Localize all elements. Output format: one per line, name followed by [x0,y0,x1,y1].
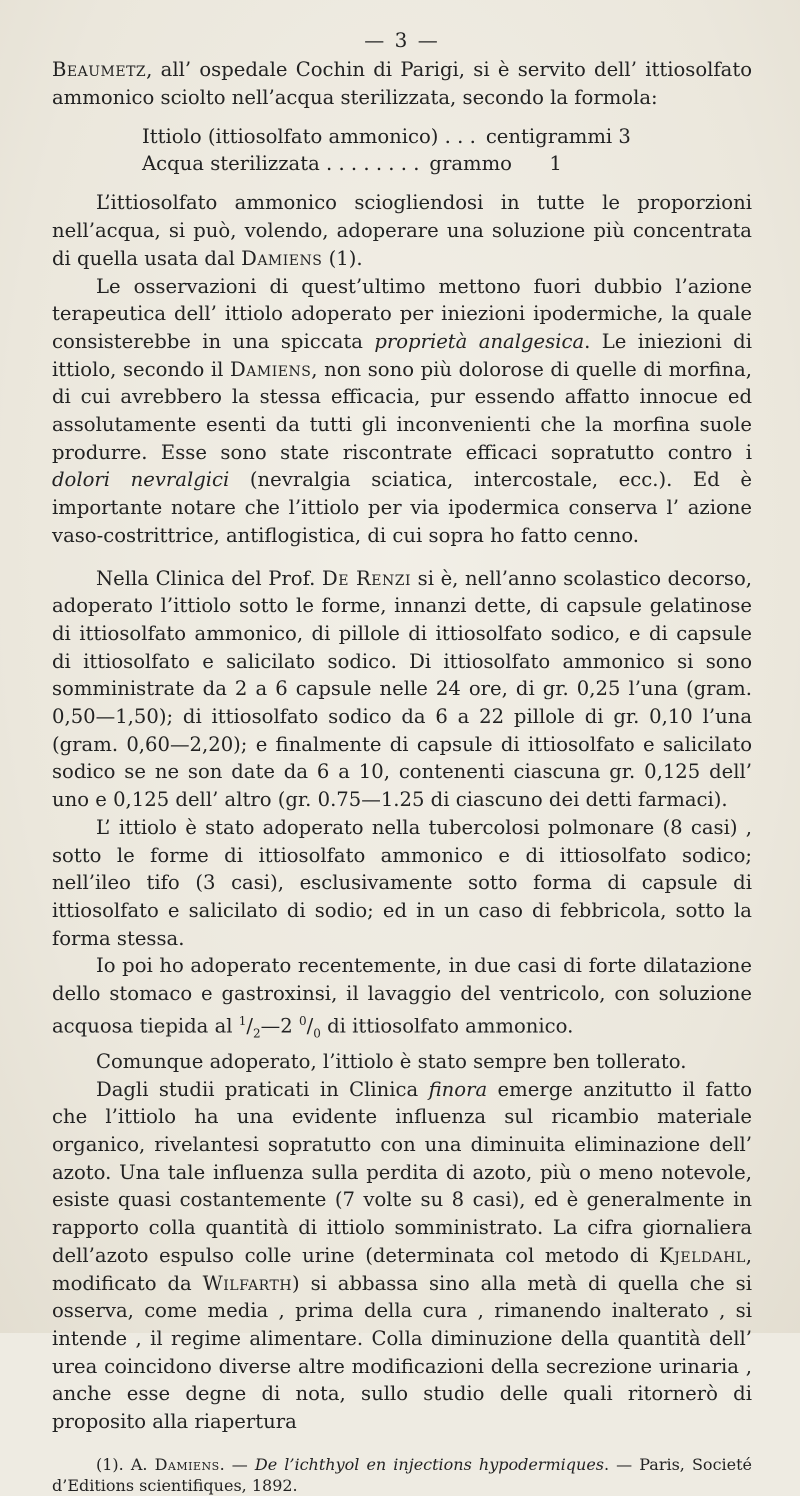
formula-row [142,123,702,150]
author-name: Wilfarth [202,1271,293,1295]
formula-row [142,150,702,177]
paragraph-observations: Le osservazioni di quest’ultimo mettono fuori dubbio l’azione terapeutica dell’ ittiolo adoperato per iniezioni ipodermiche, la quale consisterebbe in una spiccata proprietà analgesica. Le iniezioni di ittiolo, secondo il Damiens, non sono più dolorose di quelle di morfina, di cui avrebbero la stessa efficacia, pur essendo affatto innocue ed assolutamente esenti da tutti gli inconvenienti che la morfina suole produrre. Esse sono state riscontrate efficaci sopratutto contro i dolori nevralgici (nevralgia sciatica, intercostale, ecc.). Ed è importante notare che l’ittiolo per via ipodermica conserva l’ azione vaso-costrittrice, antiflogistica, di cui sopra ho fatto cenno. [52,274,752,547]
paragraph-beaumetz [52,56,752,111]
paragraph-tollerato: Comunque adoperato, l’ittiolo è stato sempre ben tollerato. [96,1049,687,1073]
paragraph-tubercolosi: L’ ittiolo è stato adoperato nella tubercolosi polmonare (8 casi) , sotto le forme di ittiosolfato ammonico e di ittiosolfato sodico; nell’ileo tifo (3 casi), esclusivamente sotto forma di capsule di ittiosolfato e salicilato di sodio; ed in un caso di febbricola, sotto la forma stessa. [52,815,752,950]
fraction-numerator: 1 [238,1013,247,1028]
emphasis-text: dolori nevralgici [52,468,230,492]
percent-top: 0 [298,1013,307,1028]
paragraph-clinica: Nella Clinica del Prof. De Renzi si è, nell’anno scolastico decorso, adoperato l’ittiolo sotto le forme, innanzi dette, di capsule gelatinose di ittiosolfato ammonico, di pillole di ittiosolfato sodico, e di capsule di ittiosolfato e salicilato sodico. Di ittiosolfato ammonico si sono somministrate da 2 a 6 capsule nelle 24 ore, di gr. 0,25 l’una (gram. 0,50—1,50); di ittiosolfato sodico da 6 a 22 pillole di gr. 0,10 l’una (gram. 0,60—2,20); e finalmente di capsule di ittiosolfato e salicilato sodico se ne son date da 6 a 10, contenenti ciascuna gr. 0,125 dell’ uno e 0,125 dell’ altro (gr. 0.75—1.25 di ciascuno dei detti farmaci). [52,566,753,812]
author-name: Kjeldahl [659,1243,746,1267]
paragraph-text: , all’ ospedale Cochin di Parigi, si è servito dell’ ittiosolfato ammonico sciolto nell’acqua sterilizzata, secondo la formola: [52,58,752,109]
author-name: Damiens [154,1454,220,1474]
emphasis-text: finora [428,1077,488,1101]
author-name: Damiens [241,246,323,270]
emphasis-text: proprietà analgesica [374,329,585,353]
paragraph-solubility: L’ittiosolfato ammonico sciogliendosi in tutte le proporzioni nell’acqua, si può, volendo, adoperare una soluzione più concentrata di quella usata dal Damiens (1). [52,191,752,270]
formula-ingredient: Ittiolo (ittiosolfato ammonico) . . . [142,125,476,149]
fraction-denominator: 2 [253,1026,261,1041]
author-name: De Renzi [322,566,412,590]
page-number: — 3 — [364,28,440,52]
footnote: (1). A. Damiens. — De l’ichthyol en injections hypodermiques. — Paris, Societé d’Editions scientifiques, 1892. [52,1454,753,1495]
footnote-title: De l’ichthyol en injections hypodermiques [254,1454,604,1474]
paragraph-lavaggio: Io poi ho adoperato recentemente, in due casi di forte dilatazione dello stomaco e gastroxinsi, il lavaggio del ventricolo, con soluzione acquosa tiepida al $^1/_2—2$ $^0/_0$ di ittiosolfato ammonico. [52,954,752,1041]
formula-ingredient: Acqua sterilizzata . . . . . . . . [142,152,420,176]
formula-block [142,123,752,177]
percent-bottom: 0 [313,1026,321,1041]
author-name: Beaumetz [52,58,147,81]
paragraph-gap [52,550,752,565]
author-name: Damiens [230,357,312,381]
formula-quantity: grammo 1 [429,152,562,176]
formula-quantity: centigrammi 3 [485,125,631,149]
paragraph-studii: Dagli studii praticati in Clinica finora emerge anzitutto il fatto che l’ittiolo ha una evidente influenza sul ricambio materiale organico, rivelantesi sopratutto con una diminuita eliminazione dell’ azoto. Una tale influenza sulla perdita di azoto, più o meno notevole, esiste quasi costantemente (7 volte su 8 casi), ed è generalmente in rapporto colla quantità di ittiolo somministrato. La cifra giornaliera dell’azoto espulso colle urine (determinata col metodo di Kjeldahl, modificato da Wilfarth) si abbassa sino alla metà di quella che si osserva, come media , prima della cura , rimanendo inalterato , si intende , il regime alimentare. Colla diminuzione della quantità dell’ urea coincidono diverse altre modificazioni della secrezione urinaria , anche esse degne di nota, sullo studio delle quali ritornerò di proposito alla riapertura [52,1077,752,1434]
